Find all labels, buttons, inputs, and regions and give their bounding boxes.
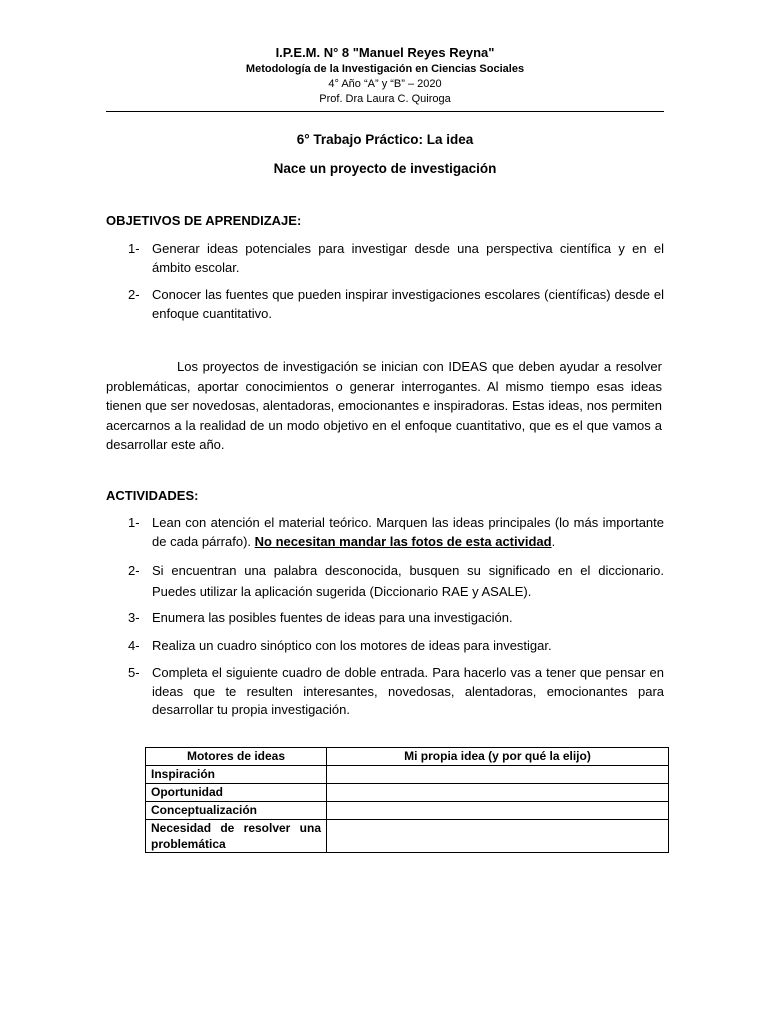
course-info: 4° Año “A” y “B” – 2020 xyxy=(328,78,442,90)
practice-subtitle: Nace un proyecto de investigación xyxy=(273,161,497,176)
item-number: 1- xyxy=(128,515,140,530)
column-header-idea: Mi propia idea (y por qué la elijo) xyxy=(327,748,669,766)
idea-cell[interactable] xyxy=(327,784,669,802)
row-label: Conceptualización xyxy=(146,802,327,820)
objectives-list xyxy=(106,240,664,323)
item-number: 5- xyxy=(128,665,140,680)
item-text: Si encuentran una palabra desconocida, busquen su significado en el diccionario. Puedes utilizar la aplicación sugerida (Diccionario RAE y ASALE). xyxy=(152,563,664,599)
practice-title: 6° Trabajo Práctico: La idea xyxy=(296,132,474,147)
item-text: Realiza un cuadro sinóptico con los motores de ideas para investigar. xyxy=(152,637,552,653)
item-text: Lean con atención el material teórico. Marquen las ideas principales (lo más importante de cada párrafo). xyxy=(152,515,664,549)
item-text: Completa el siguiente cuadro de doble entrada. Para hacerlo vas a tener que pensar en ideas que te resulten interesantes, novedosas, alentadoras, emocionantes para desarrollar tu propia investigación. xyxy=(152,665,664,717)
item-text: Conocer las fuentes que pueden inspirar investigaciones escolares (científicas) desde el enfoque cuantitativo. xyxy=(152,287,664,321)
activities-list xyxy=(106,514,664,720)
table-row xyxy=(146,820,669,853)
idea-cell[interactable] xyxy=(327,766,669,784)
activity-item xyxy=(106,514,664,551)
row-label: Oportunidad xyxy=(146,784,327,802)
activity-item xyxy=(106,664,664,720)
idea-cell[interactable] xyxy=(327,820,669,853)
intro-paragraph: Los proyectos de investigación se inician con IDEAS que deben ayudar a resolver problemáticas, aportar conocimientos o generar interrogantes. Al mismo tiempo esas ideas tienen que ser novedosas, alentadoras, emocionantes e inspiradoras. Estas ideas, nos permiten acercarnos a la realidad de un modo objetivo en el enfoque cuantitativo, que es el que vamos a desarrollar este año. xyxy=(106,359,662,452)
institution-name: I.P.E.M. N° 8 "Manuel Reyes Reyna" xyxy=(275,45,495,60)
activity-item xyxy=(106,609,664,628)
ideas-table xyxy=(145,747,669,853)
table-row xyxy=(146,766,669,784)
item-text: Enumera las posibles fuentes de ideas para una investigación. xyxy=(152,610,513,625)
objective-item xyxy=(106,286,664,323)
item-emphasis: No necesitan mandar las fotos de esta actividad xyxy=(254,533,552,549)
idea-cell[interactable] xyxy=(327,802,669,820)
item-tail: . xyxy=(551,533,556,549)
item-number: 3- xyxy=(128,610,140,625)
item-number: 2- xyxy=(128,563,140,578)
activity-item xyxy=(106,560,664,602)
column-header-motores: Motores de ideas xyxy=(146,748,327,766)
row-label: Necesidad de resolver una problemática xyxy=(146,820,327,853)
item-number: 4- xyxy=(128,637,140,653)
item-text: Generar ideas potenciales para investigar desde una perspectiva científica y en el ámbito escolar. xyxy=(152,241,664,275)
objective-item xyxy=(106,240,664,277)
activity-item xyxy=(106,637,664,656)
objectives-heading: OBJETIVOS DE APRENDIZAJE: xyxy=(106,213,302,228)
header-divider xyxy=(106,111,664,112)
table-header-row xyxy=(146,748,669,766)
subject-name: Metodología de la Investigación en Ciencias Sociales xyxy=(245,63,525,75)
document-header xyxy=(106,44,664,107)
activities-heading: ACTIVIDADES: xyxy=(106,488,199,503)
item-number: 1- xyxy=(128,241,140,256)
row-label: Inspiración xyxy=(146,766,327,784)
table-row xyxy=(146,802,669,820)
teacher-name: Prof. Dra Laura C. Quiroga xyxy=(319,93,451,105)
item-number: 2- xyxy=(128,287,140,302)
table-row xyxy=(146,784,669,802)
